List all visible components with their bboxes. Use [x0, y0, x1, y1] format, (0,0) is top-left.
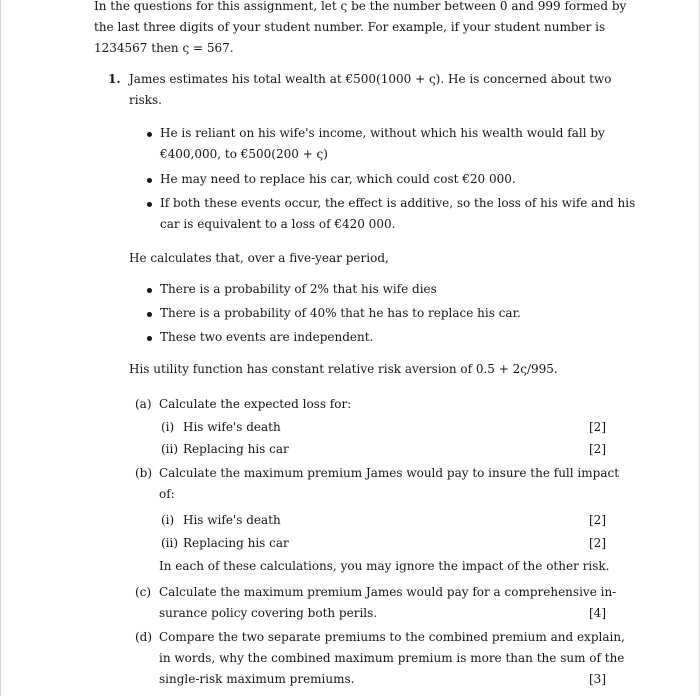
prob-3: These two events are independent. [160, 330, 374, 344]
utility-line: His utility function has constant relative risk aversion of 0.5 + 2ς/995. [129, 362, 558, 376]
part-b-i-mark: [2] [589, 513, 606, 527]
part-d-label: (d) [135, 630, 153, 644]
part-a-ii-label: (ii) [161, 442, 179, 456]
part-d-line-2: in words, why the combined maximum premium is more than the sum of the [159, 651, 625, 665]
part-a-text: Calculate the expected loss for: [159, 397, 352, 411]
part-b-ii-label: (ii) [161, 536, 179, 550]
risk-3-line-2: car is equivalent to a loss of €420 000. [160, 217, 396, 231]
part-c-line-2: surance policy covering both perils. [159, 606, 378, 620]
period-line: He calculates that, over a five-year period, [129, 251, 389, 265]
part-d-mark: [3] [589, 672, 606, 686]
bullet-icon [147, 132, 152, 137]
risk-2: He may need to replace his car, which could cost €20 000. [160, 172, 516, 186]
bullet-icon [147, 178, 152, 183]
part-d-line-3: single-risk maximum premiums. [159, 672, 355, 686]
part-b-label: (b) [135, 466, 153, 480]
intro-line-2: the last three digits of your student number. For example, if your student number is [94, 20, 606, 34]
part-c-mark: [4] [589, 606, 606, 620]
part-c-label: (c) [135, 585, 152, 599]
part-b-ii-mark: [2] [589, 536, 606, 550]
question-line-2: risks. [129, 93, 162, 107]
part-c-line-1: Calculate the maximum premium James would pay for a comprehensive in- [159, 585, 617, 599]
part-a-i-mark: [2] [589, 420, 606, 434]
intro-line-1: In the questions for this assignment, let ς be the number between 0 and 999 formed by [94, 0, 627, 13]
question-number: 1. [108, 72, 121, 86]
risk-1-line-1: He is reliant on his wife's income, without which his wealth would fall by [160, 126, 605, 140]
part-a-ii-mark: [2] [589, 442, 606, 456]
question-line-1: James estimates his total wealth at €500(1000 + ς). He is concerned about two [129, 72, 612, 86]
part-a-i-text: His wife's death [183, 420, 281, 434]
prob-2: There is a probability of 40% that he has to replace his car. [160, 306, 521, 320]
part-b-i-text: His wife's death [183, 513, 281, 527]
part-b-line-1: Calculate the maximum premium James would pay to insure the full impact [159, 466, 620, 480]
part-d-line-1: Compare the two separate premiums to the combined premium and explain, [159, 630, 625, 644]
bullet-icon [147, 336, 152, 341]
bullet-icon [147, 288, 152, 293]
intro-line-3: 1234567 then ς = 567. [94, 41, 234, 55]
risk-3-line-1: If both these events occur, the effect is additive, so the loss of his wife and his [160, 196, 636, 210]
bullet-icon [147, 312, 152, 317]
part-b-i-label: (i) [161, 513, 175, 527]
part-a-label: (a) [135, 397, 152, 411]
part-b-ii-text: Replacing his car [183, 536, 289, 550]
part-b-note: In each of these calculations, you may ignore the impact of the other risk. [159, 559, 610, 573]
prob-1: There is a probability of 2% that his wife dies [160, 282, 437, 296]
part-a-ii-text: Replacing his car [183, 442, 289, 456]
part-a-i-label: (i) [161, 420, 175, 434]
part-b-line-2: of: [159, 487, 175, 501]
bullet-icon [147, 202, 152, 207]
risk-1-line-2: €400,000, to €500(200 + ς) [160, 147, 328, 161]
